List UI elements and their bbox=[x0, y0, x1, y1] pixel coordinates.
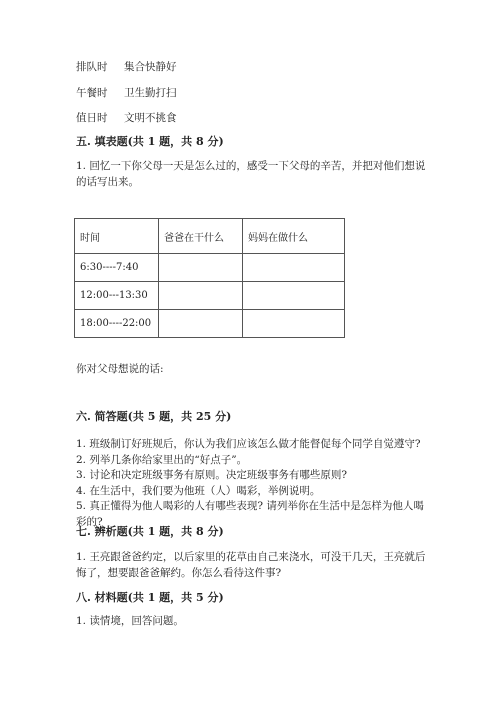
list-item: 3. 讨论和决定班级事务有原则。决定班级事务有哪些原则? bbox=[76, 469, 347, 481]
table-row bbox=[75, 282, 345, 310]
section5-heading: 五. 填表题(共 1 题，共 8 分) bbox=[76, 135, 224, 148]
table-cell-mom[interactable] bbox=[243, 254, 345, 282]
table-header-cell: 爸爸在干什么 bbox=[159, 219, 243, 254]
table-row bbox=[75, 310, 345, 338]
table-cell-mom[interactable] bbox=[243, 282, 345, 310]
rule-text: 卫生勤打扫 bbox=[124, 87, 177, 99]
rule-when: 排队时 bbox=[76, 61, 108, 73]
list-item: 2. 列举几条你给家里出的“好点子”。 bbox=[76, 453, 248, 466]
table-cell-dad[interactable] bbox=[159, 282, 243, 310]
rule-when: 值日时 bbox=[76, 112, 108, 124]
list-item: 5. 真正懂得为他人喝彩的人有哪些表现? 请列举你在生活中是怎样为他人喝彩的? bbox=[76, 500, 424, 528]
table-row bbox=[75, 254, 345, 282]
schedule-table bbox=[74, 218, 345, 338]
section5-prompt: 你对父母想说的话: bbox=[76, 363, 164, 375]
rule-row bbox=[76, 60, 177, 74]
section5-question: 1. 回忆一下你父母一天是怎么过的，感受一下父母的辛苦，并把对他们想说的话写出来。 bbox=[76, 160, 426, 188]
section7-question: 1. 王亮跟爸爸约定，以后家里的花草由自己来浇水，可没干几天，王亮就后悔了，想要跟爸爸解约。你怎么看待这件事? bbox=[76, 551, 426, 579]
table-header-cell: 妈妈在做什么 bbox=[243, 219, 345, 254]
table-cell-time: 12:00---13:30 bbox=[75, 282, 159, 310]
table-header-row bbox=[75, 219, 345, 254]
rule-text: 文明不挑食 bbox=[124, 112, 177, 124]
rule-row bbox=[76, 86, 177, 100]
table-cell-time: 6:30----7:40 bbox=[75, 254, 159, 282]
section7-heading: 七. 辨析题(共 1 题，共 8 分) bbox=[76, 525, 224, 538]
rule-when: 午餐时 bbox=[76, 87, 108, 99]
rule-row bbox=[76, 111, 177, 125]
section8-question: 1. 读情境，回答问题。 bbox=[76, 615, 184, 627]
section8-heading: 八. 材料题(共 1 题，共 5 分) bbox=[76, 591, 224, 604]
table-cell-time: 18:00----22:00 bbox=[75, 310, 159, 338]
list-item: 4. 在生活中，我们要为他班（人）喝彩，举例说明。 bbox=[76, 484, 321, 497]
table-cell-mom[interactable] bbox=[243, 310, 345, 338]
section6-heading: 六. 简答题(共 5 题，共 25 分) bbox=[76, 410, 232, 423]
rule-text: 集合快静好 bbox=[124, 61, 177, 73]
table-cell-dad[interactable] bbox=[159, 254, 243, 282]
list-item: 1. 班级制订好班规后，你认为我们应该怎么做才能督促每个同学自觉遵守? bbox=[76, 438, 421, 450]
section6-list bbox=[76, 437, 426, 530]
table-header-cell: 时间 bbox=[75, 219, 159, 254]
table-cell-dad[interactable] bbox=[159, 310, 243, 338]
